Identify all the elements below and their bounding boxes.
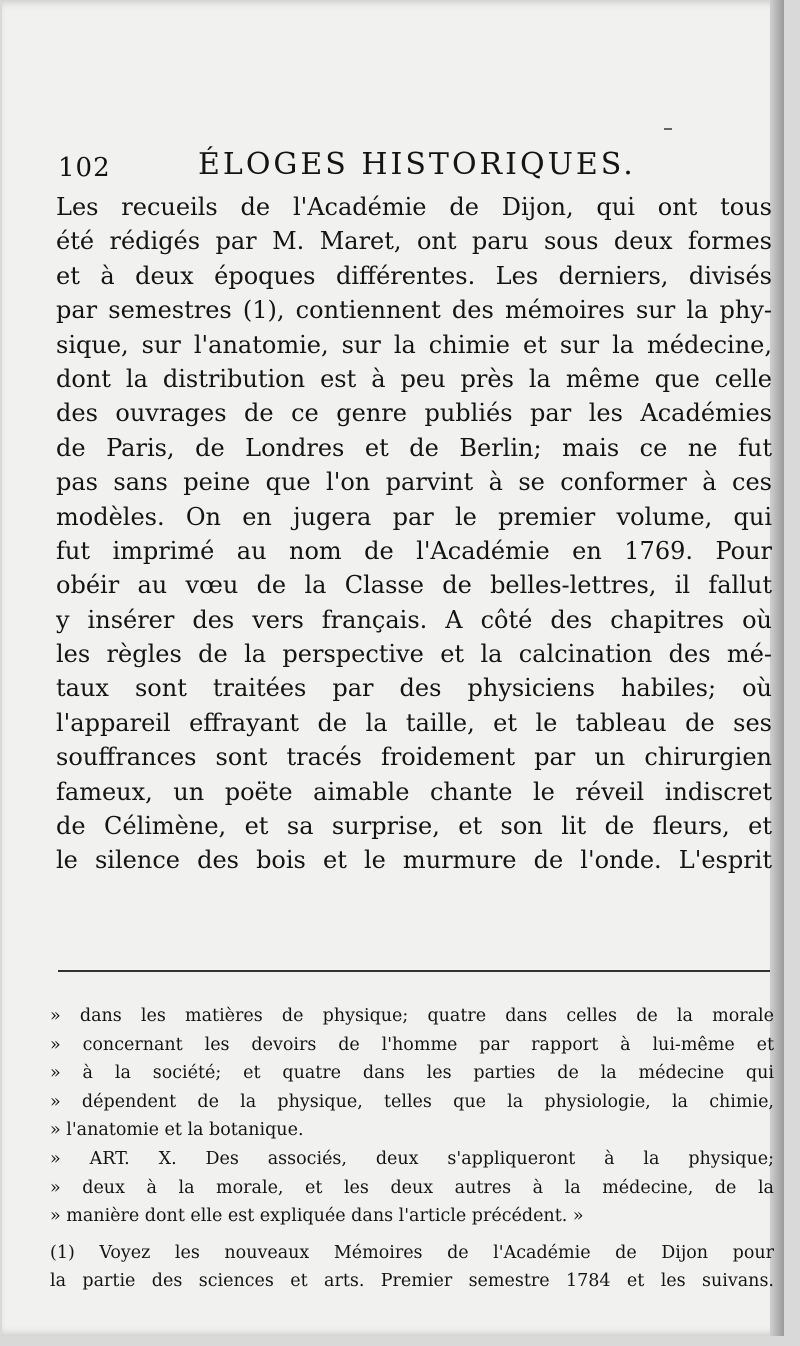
running-title: ÉLOGES HISTORIQUES. [198, 147, 636, 182]
note-gap [50, 1231, 774, 1239]
body-line: de Célimène, et sa surprise, et son lit de fleurs, et [56, 812, 772, 841]
body-line: pas sans peine que l'on parvint à se conformer à ces [56, 468, 772, 497]
body-line: des ouvrages de ce genre publiés par les Académies [56, 399, 772, 428]
body-line: les règles de la perspective et la calcination des mé- [56, 640, 772, 669]
body-line: été rédigés par M. Maret, ont paru sous deux formes [56, 227, 772, 256]
quote-line: » concernant les devoirs de l'homme par rapport à lui-même et [50, 1034, 774, 1055]
footnotes [50, 1002, 774, 1296]
body-line: et à deux époques différentes. Les derniers, divisés [56, 261, 772, 290]
body-line: de Paris, de Londres et de Berlin; mais ce ne fut [56, 433, 772, 462]
article-line: » manière dont elle est expliquée dans l'article précédent. » [50, 1206, 584, 1227]
body-text [56, 190, 772, 878]
body-line: Les recueils de l'Académie de Dijon, qui ont tous [56, 193, 772, 221]
article-line: » deux à la morale, et les deux autres à la médecine, de la [50, 1177, 774, 1198]
article-line: » ART. X. Des associés, deux s'appliqueront à la physique; [50, 1148, 774, 1169]
body-line: y insérer des vers français. A côté des chapitres où [56, 605, 772, 634]
quote-line: » dépendent de la physique, telles que la physiologie, la chimie, [50, 1091, 774, 1112]
body-line: fameux, un poëte aimable chante le réveil indiscret [56, 777, 772, 806]
body-line: l'appareil effrayant de la taille, et le tableau de ses [56, 708, 772, 737]
book-page [2, 0, 784, 1336]
body-line: le silence des bois et le murmure de l'onde. L'esprit [56, 846, 772, 875]
footnote-line: la partie des sciences et arts. Premier semestre 1784 et les suivans. [50, 1271, 774, 1292]
body-line: par semestres (1), contiennent des mémoires sur la phy- [56, 296, 772, 325]
body-line: sique, sur l'anatomie, sur la chimie et sur la médecine, [56, 330, 772, 359]
quote-line: » dans les matières de physique; quatre dans celles de la morale [50, 1006, 774, 1026]
running-header [58, 147, 770, 187]
quote-line: » à la société; et quatre dans les parties de la médecine qui [50, 1063, 774, 1084]
body-line: souffrances sont tracés froidement par un chirurgien [56, 743, 772, 772]
body-line: obéir au vœu de la Classe de belles-lettres, il fallut [56, 571, 772, 600]
body-line: fut imprimé au nom de l'Académie en 1769. Pour [56, 536, 772, 565]
body-line: taux sont traitées par des physiciens habiles; où [56, 674, 772, 703]
footnote-rule [58, 970, 770, 972]
footnote-line: (1) Voyez les nouveaux Mémoires de l'Académie de Dijon pour [50, 1242, 774, 1263]
page-number: 102 [58, 153, 111, 183]
print-mark [664, 128, 672, 130]
body-line: modèles. On en jugera par le premier volume, qui [56, 502, 772, 531]
quote-line: » l'anatomie et la botanique. [50, 1120, 304, 1141]
body-line: dont la distribution est à peu près la même que celle [56, 364, 772, 393]
